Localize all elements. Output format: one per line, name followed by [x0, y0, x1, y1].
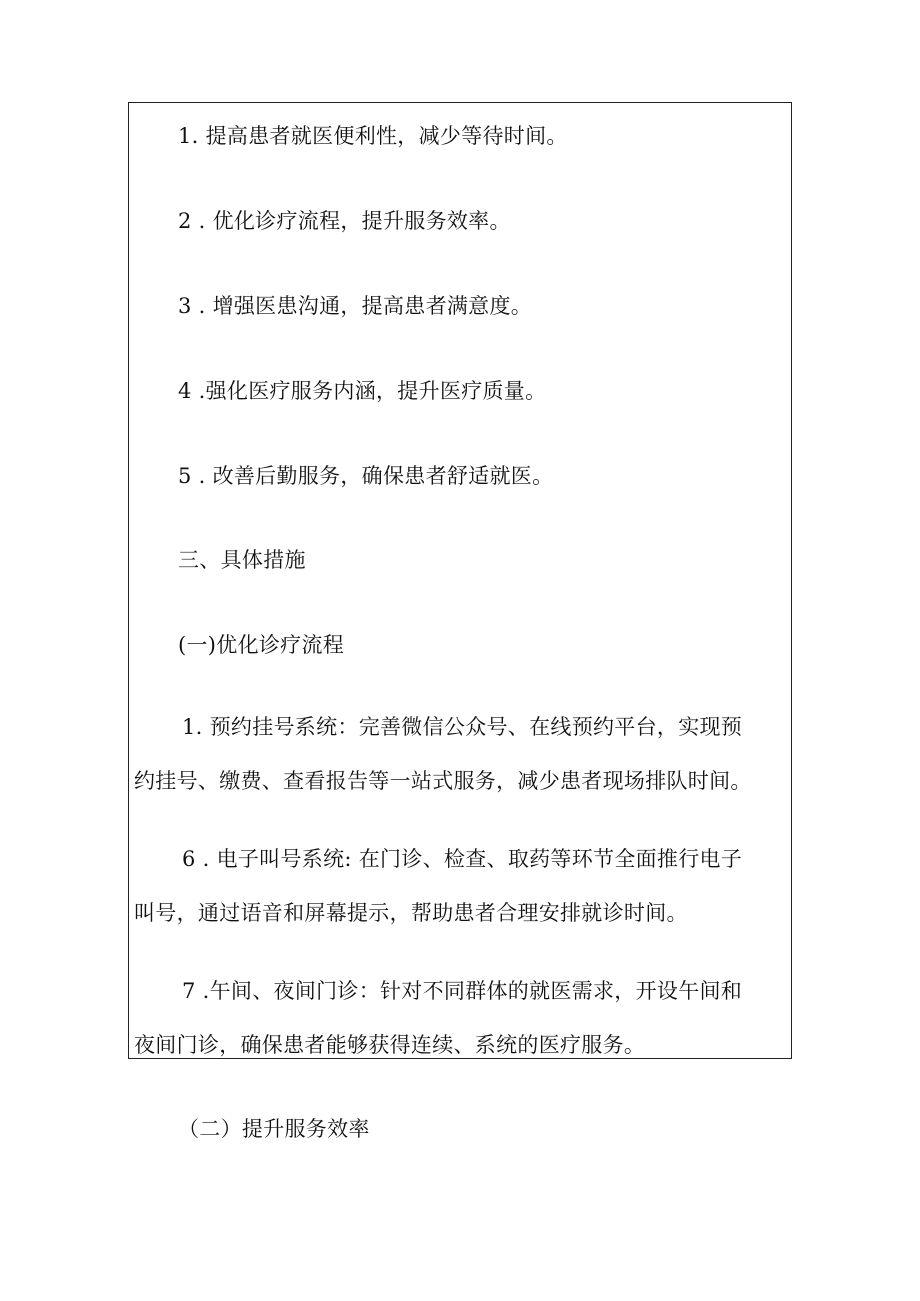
paragraph-line: 6 . 电子叫号系统: 在门诊、检查、取药等环节全面推行电子: [182, 847, 743, 871]
goal-item-5: 5 . 改善后勤服务，确保患者舒适就医。: [178, 464, 554, 488]
section-heading-measures: 三、具体措施: [178, 548, 306, 572]
measure-paragraph-2: [134, 846, 788, 927]
paragraph-line: 夜间门诊，确保患者能够获得连续、系统的医疗服务。: [134, 1033, 646, 1057]
measure-paragraph-3: [134, 978, 788, 1059]
paragraph-line: 7 .午间、夜间门诊：针对不同群体的就医需求，开设午间和: [182, 979, 743, 1003]
goal-item-2: 2 . 优化诊疗流程，提升服务效率。: [178, 209, 511, 233]
subsection-heading-2: （二）提升服务效率: [178, 1117, 370, 1141]
goal-item-1: 1. 提高患者就医便利性，减少等待时间。: [178, 124, 568, 148]
paragraph-line: 叫号，通过语音和屏幕提示，帮助患者合理安排就诊时间。: [134, 901, 688, 925]
measure-paragraph-1: [134, 714, 788, 795]
subsection-heading-1: (一)优化诊疗流程: [178, 633, 345, 657]
content-table-cell: [128, 102, 792, 1059]
goal-item-3: 3 . 增强医患沟通，提高患者满意度。: [178, 294, 533, 318]
paragraph-line: 约挂号、缴费、查看报告等一站式服务，减少患者现场排队时间。: [134, 769, 752, 793]
paragraph-line: 1. 预约挂号系统：完善微信公众号、在线预约平台，实现预: [182, 715, 743, 739]
goal-item-4: 4 .强化医疗服务内涵，提升医疗质量。: [178, 379, 547, 403]
